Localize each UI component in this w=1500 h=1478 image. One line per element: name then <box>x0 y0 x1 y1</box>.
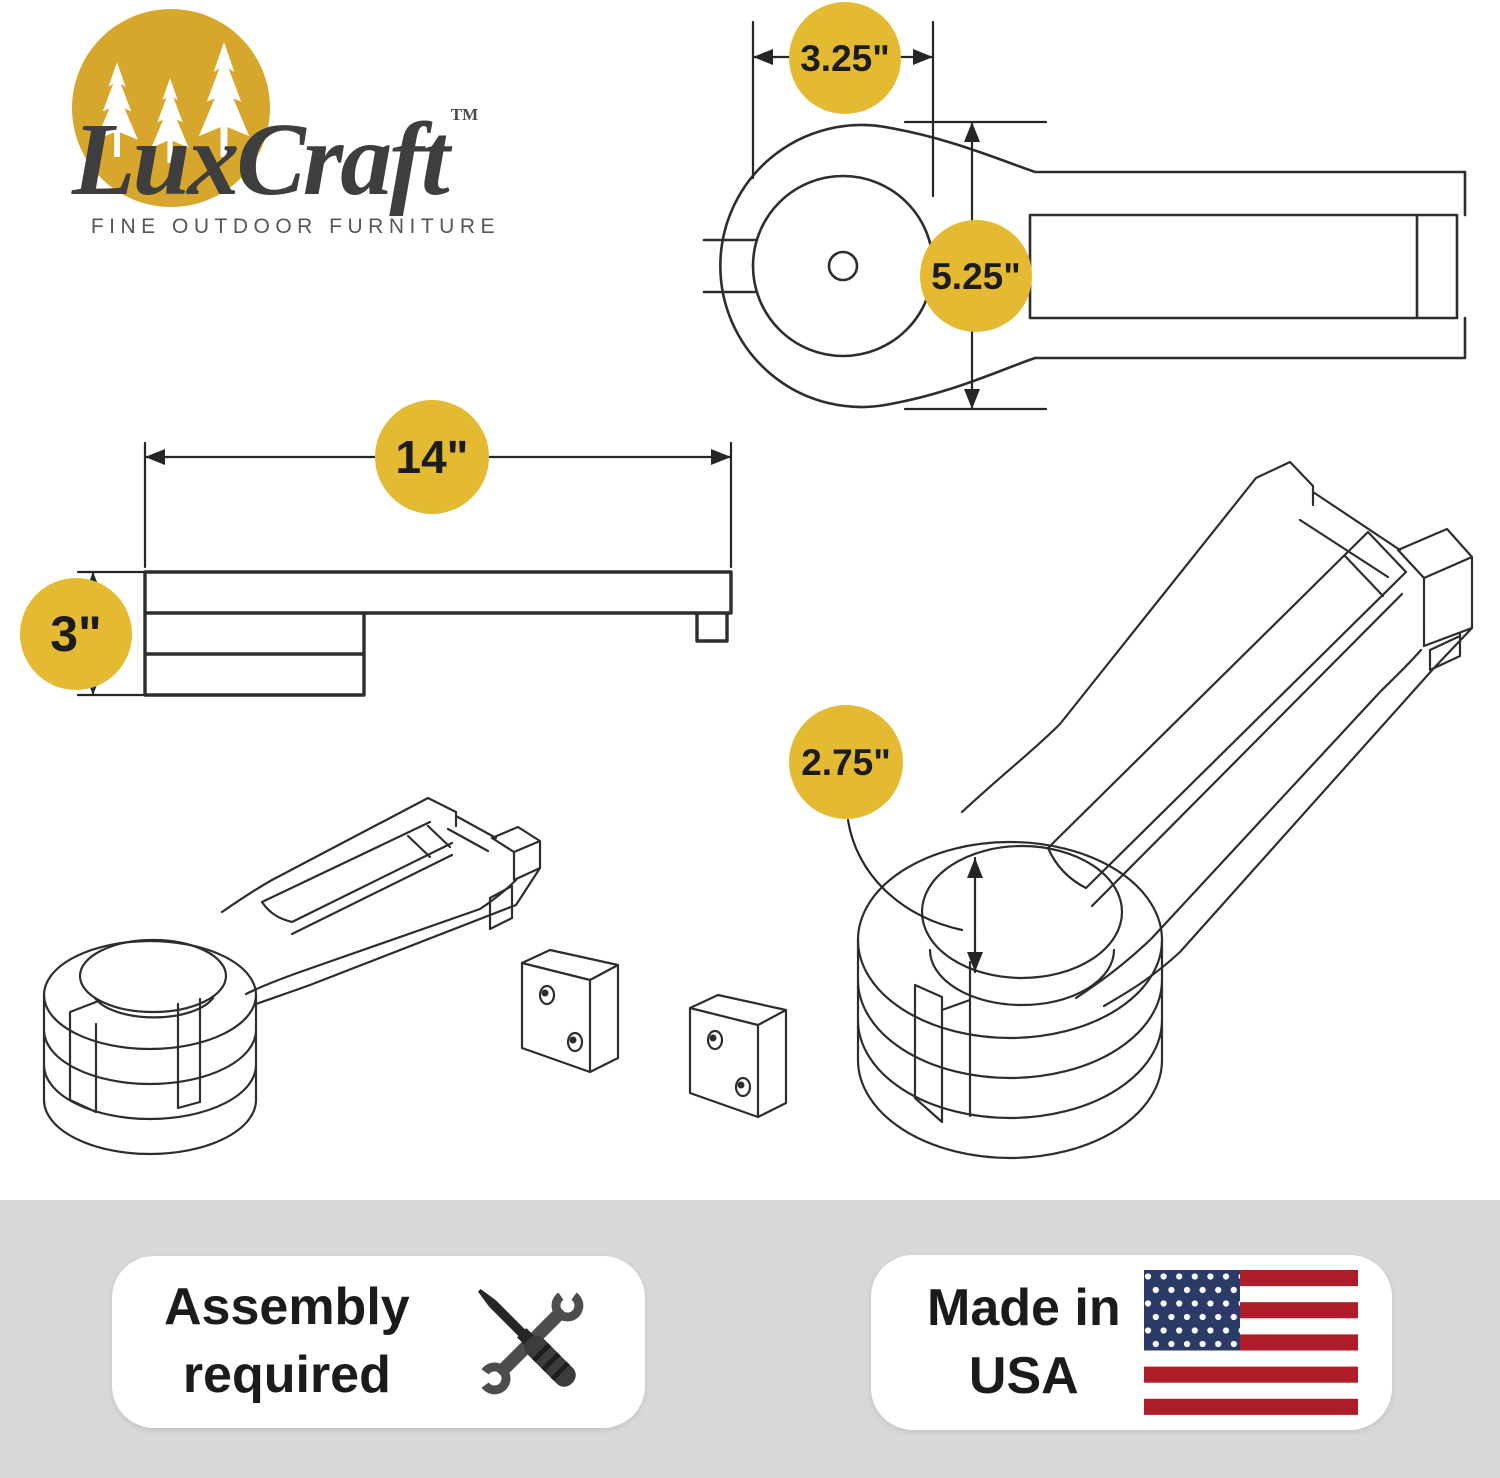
made-in-usa-badge <box>871 1255 1392 1430</box>
side-view-drawing <box>20 400 731 695</box>
footer-banner <box>0 1200 1500 1478</box>
center-hole <box>829 252 857 280</box>
dimension-head-diameter <box>905 122 1046 409</box>
brand-name <box>72 102 542 217</box>
dimension-value: 2.75" <box>801 742 891 783</box>
mounting-block <box>690 995 786 1117</box>
dimension-value: 3" <box>50 606 102 662</box>
brand-tagline: FINE OUTDOOR FURNITURE <box>90 215 500 238</box>
cup-recess-circle <box>753 176 933 356</box>
side-view-outline <box>145 572 731 695</box>
top-view-outline <box>704 125 1465 407</box>
isometric-view-large <box>789 462 1472 1158</box>
head-top-face <box>858 842 1162 1038</box>
mounting-block <box>522 950 618 1072</box>
isometric-view-small <box>44 798 786 1154</box>
arm-with-slot <box>962 462 1472 1006</box>
dimension-value: 14" <box>395 431 469 483</box>
dimension-cup-hole-diameter <box>789 705 983 972</box>
dimension-overall-length <box>145 400 731 567</box>
brand-wordmark: LuxCraft <box>72 102 447 217</box>
dimension-cup-width <box>753 2 933 196</box>
top-view-drawing <box>704 2 1465 409</box>
usa-flag-icon <box>1144 1270 1358 1415</box>
head-rings-and-notch <box>44 995 256 1154</box>
head-top-face <box>44 941 256 1049</box>
dimension-value: 3.25" <box>800 38 890 79</box>
head-rings-and-notch <box>858 940 1162 1158</box>
crossed-wrench-screwdriver-icon <box>451 1267 611 1417</box>
dimension-overall-height <box>20 572 143 695</box>
made-in-usa-label: Made in USA <box>927 1278 1121 1405</box>
dimension-value: 5.25" <box>931 256 1021 297</box>
assembly-required-badge <box>112 1256 645 1428</box>
cup-hole-rim <box>922 846 1122 978</box>
cup-hole-rim <box>80 940 226 1012</box>
arm-with-slot <box>222 798 540 1004</box>
assembly-required-label: Assembly required <box>164 1278 410 1404</box>
trademark-symbol: TM <box>450 105 479 125</box>
